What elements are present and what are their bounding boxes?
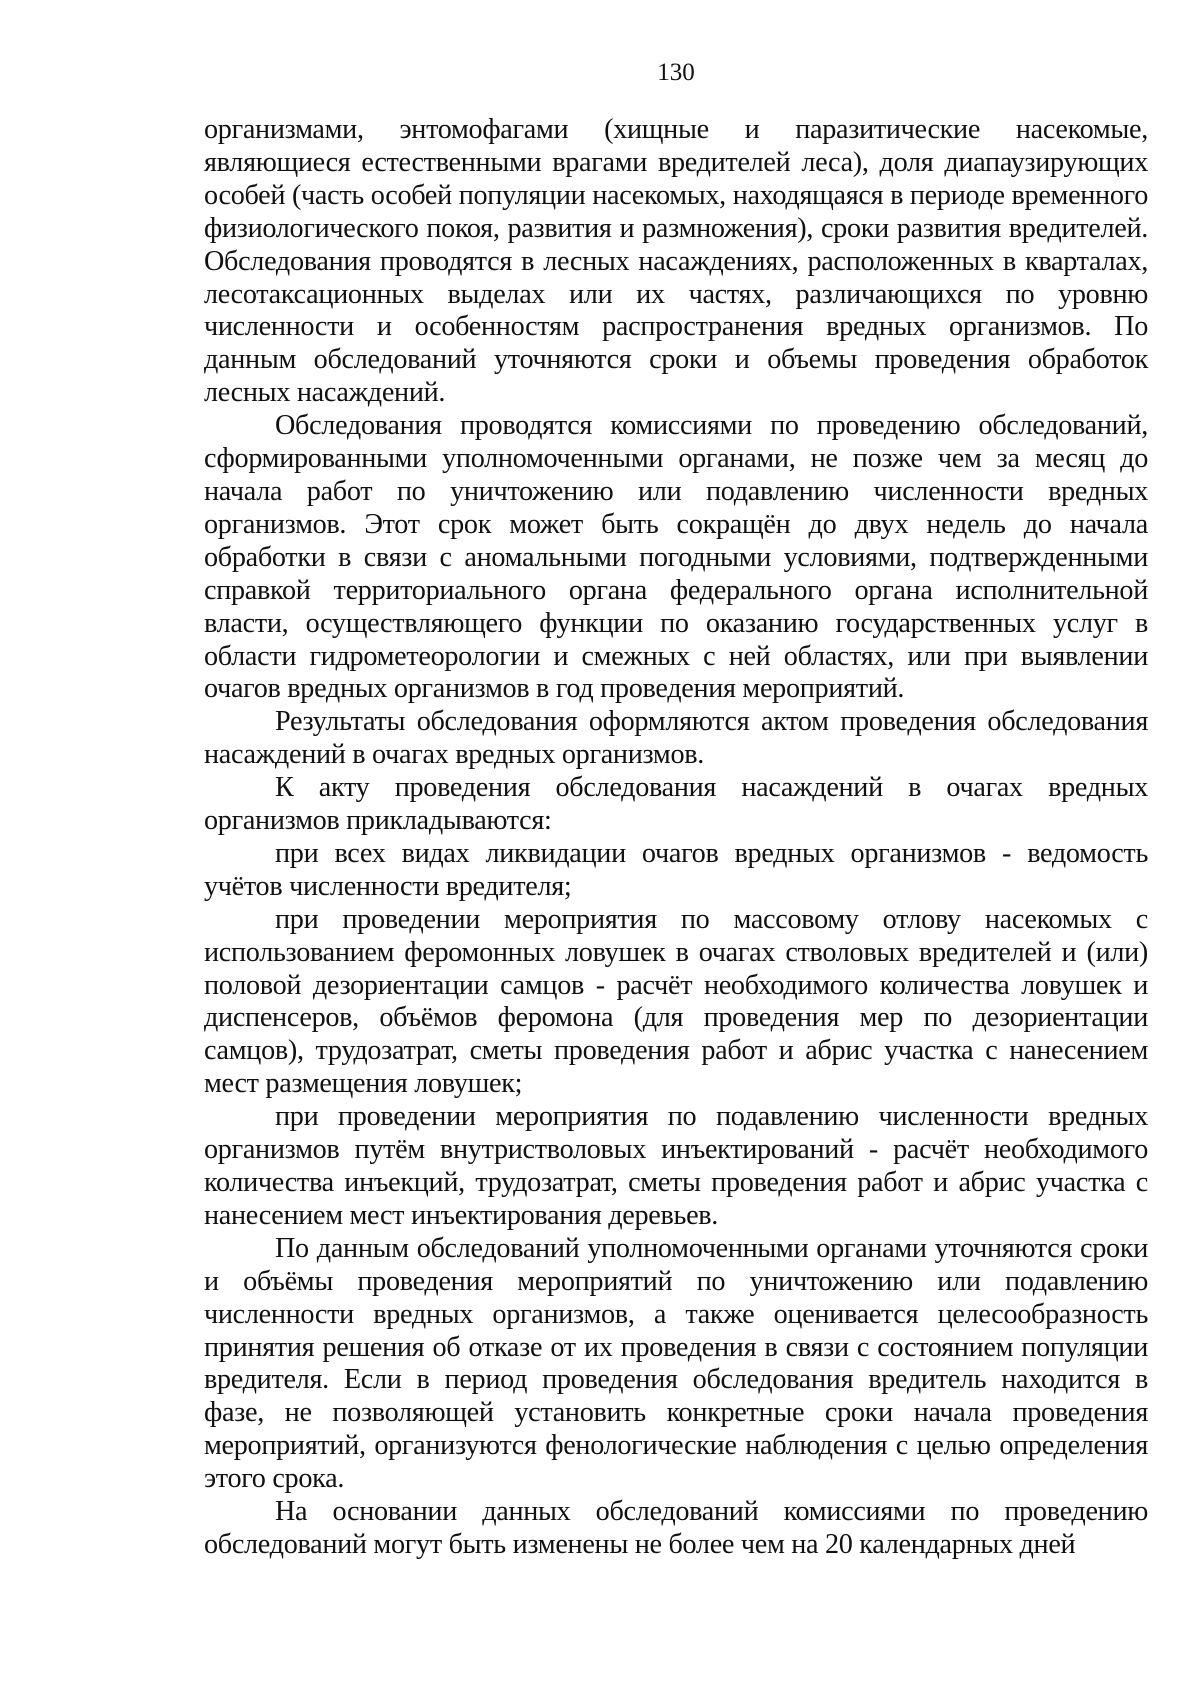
paragraph-8: По данным обследований уполномоченными органами уточняются сроки и объёмы проведения мероприятий по уничтожению или подавлению численности вредных организмов, а также оценивается целесообразность принятия решения об отказе от их проведения в связи с состоянием популяции вредителя. Если в период проведения обследования вредитель находится в фазе, не позволяющей установить конкретные сроки начала проведения мероприятий, организуются фенологические наблюдения с целью определения этого срока. <box>204 1232 1148 1495</box>
page-number: 130 <box>657 59 695 86</box>
paragraph-3: Результаты обследования оформляются актом проведения обследования насаждений в очагах вредных организмов. <box>204 706 1148 771</box>
paragraph-9: На основании данных обследований комиссиями по проведению обследований могут быть изменены не более чем на 20 календарных дней <box>204 1496 1148 1560</box>
paragraph-5: при всех видах ликвидации очагов вредных организмов - ведомость учётов численности вредителя; <box>204 837 1148 902</box>
paragraph-1: организмами, энтомофагами (хищные и паразитические насекомые, являющиеся естественными врагами вредителей леса), доля диапаузирующих особей (часть особей популяции насекомых, находящаяся в периоде временного физиологического покоя, развития и размножения), сроки развития вредителей. Обследования проводятся в лесных насаждениях, расположенных в кварталах, лесотаксационных выделах или их частях, различающихся по уровню численности и особенностям распространения вредных организмов. По данным обследований уточняются сроки и объемы проведения обработок лесных насаждений. <box>204 114 1148 409</box>
body-text <box>204 114 1148 1562</box>
paragraph-6: при проведении мероприятия по массовому отлову насекомых с использованием феромонных ловушек в очагах стволовых вредителей и (или) половой дезориентации самцов - расчёт необходимого количества ловушек и диспенсеров, объёмов феромона (для проведения мер по дезориентации самцов), трудозатрат, сметы проведения работ и абрис участка с нанесением мест размещения ловушек; <box>204 903 1148 1100</box>
paragraph-7: при проведении мероприятия по подавлению численности вредных организмов путём внутристволовых инъектирований - расчёт необходимого количества инъекций, трудозатрат, сметы проведения работ и абрис участка с нанесением мест инъектирования деревьев. <box>204 1101 1148 1231</box>
paragraph-2: Обследования проводятся комиссиями по проведению обследований, сформированными уполномоченными органами, не позже чем за месяц до начала работ по уничтожению или подавлению численности вредных организмов. Этот срок может быть сокращён до двух недель до начала обработки в связи с аномальными погодными условиями, подтвержденными справкой территориального органа федерального органа исполнительной власти, осуществляющего функции по оказанию государственных услуг в области гидрометеорологии и смежных с ней областях, или при выявлении очагов вредных организмов в год проведения мероприятий. <box>204 410 1148 705</box>
paragraph-4: К акту проведения обследования насаждений в очагах вредных организмов прикладываются: <box>204 772 1148 837</box>
